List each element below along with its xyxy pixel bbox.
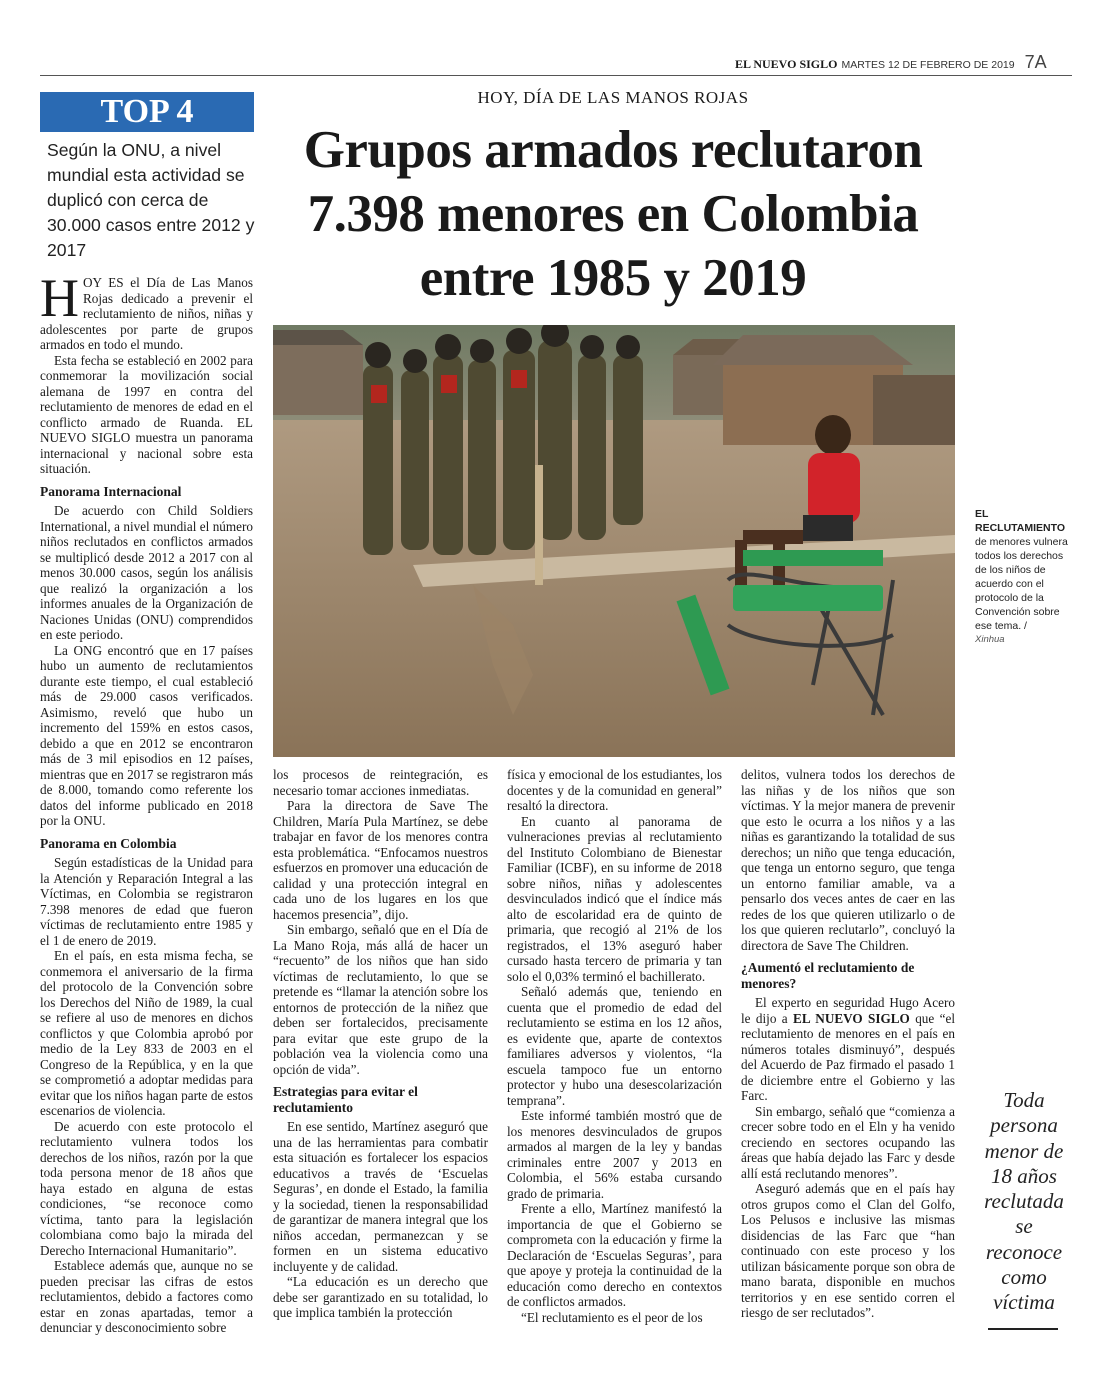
top4-summary: Según la ONU, a nivel mundial esta actividad se duplicó con cerca de 30.000 casos entre 2012 y 2017 <box>47 140 255 260</box>
article-paragraph: delitos, vulnera todos los derechos de las niñas y de los niños que son víctimas. Y la mejor manera de prevenir que esto le ocurra a los niños y a las niñas es garantizando la totalidad de sus derechos; un niño que tenga educación, que tenga un entorno seguro, que tenga un entorno familiar amable, va a pensarlo dos veces antes de caer en las redes de los que quieren utilizarlo o de los que quieren reclutarlo”, concluyó la directora de Save The Children. <box>741 767 955 953</box>
article-paragraph: La ONG encontró que en 17 países hubo un aumento de reclutamientos durante este tiempo, el cual estableció más de 29.000 casos verificados. Asimismo, reveló que hubo un incremento del 159% en estos casos, debido a que en 2012 se encontraron más de 3 mil episodios en 12 países, mientras que en 2017 se registraron más de 8.000, tomando como referente los datos del informe publicado en 2018 por la ONU. <box>40 642 253 828</box>
article-column-2 <box>273 767 488 1321</box>
newspaper-name: EL NUEVO SIGLO <box>735 57 838 71</box>
headline <box>263 118 963 310</box>
pull-quote-line-3: menor de <box>984 1138 1064 1163</box>
subheading-strategies: Estrategias para evitar el reclutamiento <box>273 1084 418 1115</box>
kicker: HOY, DÍA DE LAS MANOS ROJAS <box>477 88 749 107</box>
pull-quote <box>978 1088 1070 1316</box>
article-paragraph: En ese sentido, Martínez aseguró que una de las herramientas para combatir esta situación es fortalecer los espacios educativos a través de ‘Escuelas Seguras’, en donde el Estado, la familia y la sociedad, tienen la responsabilidad de garantizar de manera integral que los niños accedan, permanezcan y se formen en un sistema educativo incluyente y de calidad. <box>273 1119 488 1274</box>
headline-line-3: entre 1985 y 2019 <box>419 249 807 307</box>
pull-quote-line-6: se <box>1015 1214 1033 1239</box>
photo-caption <box>975 507 1071 647</box>
article-paragraph: En cuanto al panorama de vulneraciones previas al reclutamiento del Instituto Colombiano de Bienestar Familiar (ICBF), en su informe de 2018 sobre niños, niñas y adolescentes desvinculados indicó que el índice más alto de escolaridad era de quinto de primaria, que recogió al 21% de los registrados, el 13% aseguró haber cursado hasta tercero de primaria y tan solo el 0,03% terminó el bachillerato. <box>507 813 722 984</box>
article-paragraph: El experto en seguridad Hugo Acero le dijo a EL NUEVO SIGLO que “el reclutamiento de menores en el país en números totales disminuyó”, después del Acuerdo de Paz firmado el pasado 1 de diciembre entre el Gobierno y las Farc. <box>741 995 955 1103</box>
drop-cap: H <box>40 268 79 328</box>
headline-line-2: 7.398 menores en Colombia <box>307 185 919 243</box>
article-paragraph: Señaló además que, teniendo en cuenta que el promedio de edad del reclutamiento se estima en los 12 años, es evidente que, aparte de contextos familiares adversos y violentos, “la escuela tampoco fue un entorno protector y hubo una desescolarización temprana”. <box>507 984 722 1108</box>
issue-date: MARTES 12 DE FEBRERO DE 2019 <box>841 59 1015 71</box>
article-paragraph: Frente a ello, Martínez manifestó la importancia de que el Gobierno se comprometa con la educación y firme la Declaración de ‘Escuelas Seguras’, para que apoye y proteja la continuidad de la educación como derecho en contextos de conflictos armados. <box>507 1201 722 1309</box>
article-paragraph: Este informé también mostró que de los menores desvinculados de grupos armados al margen de la ley y bandas criminales entre 2007 y 2013 en Colombia, el 56% estaba cursando grado de primaria. <box>507 1108 722 1201</box>
article-paragraph: Aseguró además que en el país hay otros grupos como el Clan del Golfo, Los Pelusos e inclusive las mismas disidencias de las Farc que “han continuado con este proceso y los utilizan básicamente porque son obra de mano barata, disponible en muchos territorios y en ese sentido corren el riesgo de ser reclutados”. <box>741 1181 955 1320</box>
caption-lead-2: RECLUTAMIENTO <box>975 522 1066 534</box>
article-paragraph: “El reclutamiento es el peor de los <box>521 1309 703 1325</box>
news-photo <box>273 325 955 757</box>
article-paragraph: HOY ES el Día de Las Manos Rojas dedicado a prevenir el reclutamiento de niños, niñas y adolescentes por parte de grupos armados en todo el mundo. <box>40 268 253 352</box>
article-paragraph: física y emocional de los estudiantes, los docentes y de la comunidad en general” resaltó la directora. <box>507 767 722 813</box>
page-number: 7A <box>1024 52 1047 72</box>
pull-quote-line-1: Toda <box>1003 1088 1045 1112</box>
article-paragraph: De acuerdo con Child Soldiers International, a nivel mundial el número niños reclutados en conflictos armados se multiplicó desde 2012 a 2017 con al menos 30.000 casos, según los análisis que realizó la organización a los informes anuales de la Organización de Naciones Unidas (ONU) comprendidos en este periodo. <box>40 503 253 642</box>
caption-text: de menores vulnera todos los derechos de los niños de acuerdo con el protocolo de la Convención sobre ese tema. / <box>975 536 1068 632</box>
subheading-international: Panorama Internacional <box>40 483 182 499</box>
top4-badge: TOP 4 <box>40 92 254 132</box>
article-column-3 <box>507 767 722 1325</box>
subheading-colombia: Panorama en Colombia <box>40 835 177 851</box>
pull-quote-line-4: 18 años <box>991 1163 1057 1188</box>
headline-line-1: Grupos armados reclutaron <box>303 121 923 179</box>
photo-illustration <box>273 325 955 757</box>
article-column-4 <box>741 767 955 1321</box>
header-rule <box>40 75 1072 76</box>
pull-quote-line-7: reconoce <box>985 1239 1063 1264</box>
subheading-increase: ¿Aumentó el reclutamiento de menores? <box>741 960 915 991</box>
article-paragraph: De acuerdo con este protocolo el reclutamiento vulnera todos los derechos de los niños, razón por la que toda persona menor de 18 años que haya estado en alguna de estas condiciones, “se reconoce como víctima, tanto para la legislación colombiana como bajo la mirada del Derecho Internacional Humanitario”. <box>40 1118 253 1258</box>
article-paragraph: Para la directora de Save The Children, María Pula Martínez, se debe trabajar en favor de los menores contra esta problemática. “Enfocamos nuestros esfuerzos en promover una educación de calidad y una protección integral en cada uno de los lugares en los que hacemos presencia”, dijo. <box>273 798 488 922</box>
article-paragraph: En el país, en esta misma fecha, se conmemora el aniversario de la firma del protocolo de la Convención sobre los Derechos del Niño de 1989, la cual se refiere al uso de menores en dichos conflictos y que Colombia aprobó por medio de la Ley 833 de 2003 en el Congreso de la República, y en la que se comprometió a adoptar medidas para evitar que los niños hagan parte de estos escenarios de violencia. <box>40 948 253 1118</box>
caption-lead-1: EL <box>975 508 989 520</box>
article-paragraph: los procesos de reintegración, es necesario tomar acciones inmediatas. <box>273 767 488 798</box>
pull-quote-line-8: como <box>1001 1265 1047 1290</box>
article-paragraph: “La educación es un derecho que debe ser garantizado en su totalidad, lo que implica también la protección <box>273 1274 488 1320</box>
article-paragraph: Sin embargo, señaló que en el Día de La Mano Roja, más allá de hacer un “recuento” de los niños que han sido víctimas de reclutamiento, lo que se pretende es “llamar la atención sobre los entornos de protección de la niñez que deben ser fortalecidos, precisamente para evitar que este grupo de la población vea la violencia como una opción de vida”. <box>273 922 488 1077</box>
article-paragraph: Establece además que, aunque no se pueden precisar las cifras de estos reclutamientos, debido a factores como estar en zonas apartadas, temor a denunciar y desconocimiento sobre <box>40 1258 253 1335</box>
newspaper-mention: EL NUEVO SIGLO <box>793 1010 910 1026</box>
article-paragraph: Según estadísticas de la Unidad para la Atención y Reparación Integral a las Víctimas, en Colombia se registraron 7.398 menores de edad que fueron víctimas de reclutamiento entre 1985 y el 1 de enero de 2019. <box>40 855 253 948</box>
caption-credit: Xinhua <box>975 634 1005 645</box>
pull-quote-line-9: víctima <box>993 1290 1055 1315</box>
article-column-1 <box>40 268 253 1336</box>
page-header <box>735 52 1075 72</box>
pull-quote-line-5: reclutada <box>984 1189 1064 1214</box>
article-paragraph: Sin embargo, señaló que “comienza a crecer sobre todo en el Eln y ha venido creciendo en sectores ocupando las áreas que había dejado las Farc y desde allí está reclutando menores”. <box>741 1103 955 1181</box>
pull-quote-rule <box>988 1328 1058 1330</box>
pull-quote-line-2: persona <box>990 1113 1058 1138</box>
article-paragraph: Esta fecha se estableció en 2002 para conmemorar la movilización social alemana de 1997 en contra del reclutamiento de menores de edad en el conflicto armado de Ruanda. EL NUEVO SIGLO muestra un panorama internacional y nacional sobre esta situación. <box>40 352 253 476</box>
